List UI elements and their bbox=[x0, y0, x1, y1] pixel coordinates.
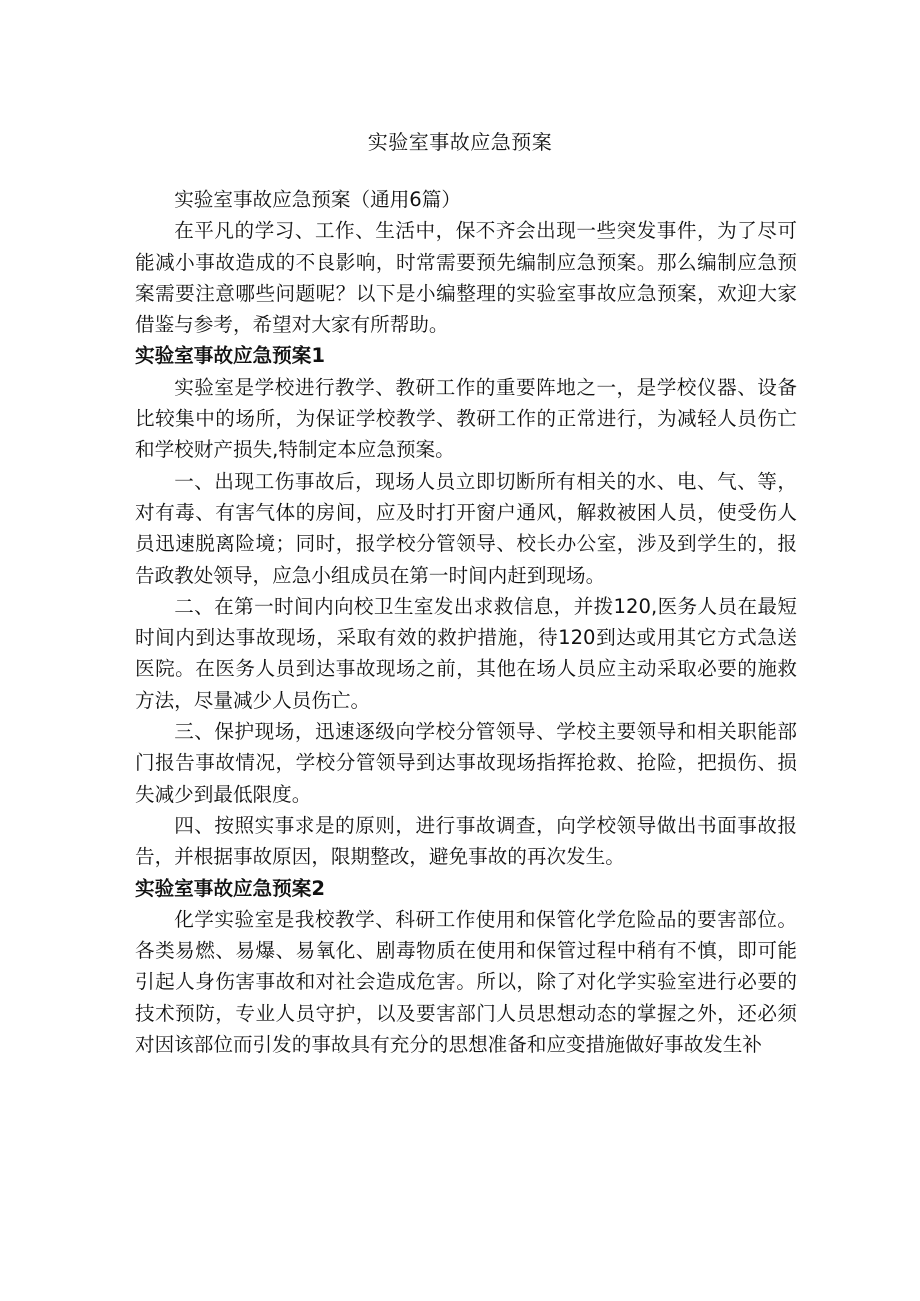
paragraph-intro: 在平凡的学习、工作、生活中，保不齐会出现一些突发事件，为了尽可能减小事故造成的不良影响，时常需要预先编制应急预案。那么编制应急预案需要注意哪些问题呢？以下是小编整理的实验室事故应急预案，欢迎大家借鉴与参考，希望对大家有所帮助。 bbox=[135, 219, 797, 337]
section-heading-2: 实验室事故应急预案2 bbox=[135, 876, 325, 900]
paragraph-1-intro: 实验室是学校进行教学、教研工作的重要阵地之一，是学校仪器、设备比较集中的场所，为保证学校教学、教研工作的正常进行，为减轻人员伤亡和学校财产损失,特制定本应急预案。 bbox=[135, 375, 797, 462]
document-body bbox=[135, 184, 797, 1060]
section-heading-1: 实验室事故应急预案1 bbox=[135, 344, 325, 368]
paragraph-subtitle: 实验室事故应急预案（通用6篇） bbox=[174, 188, 461, 211]
paragraph-1-item-3: 三、保护现场，迅速逐级向学校分管领导、学校主要领导和相关职能部门报告事故情况，学校分管领导到达事故现场指挥抢救、抢险，把损伤、损失减少到最低限度。 bbox=[135, 720, 797, 806]
document-title: 实验室事故应急预案 bbox=[367, 130, 553, 154]
paragraph-1-item-1: 一、出现工伤事故后，现场人员立即切断所有相关的水、电、气、等，对有毒、有害气体的房间，应及时打开窗户通风，解救被困人员，使受伤人员迅速脱离险境；同时，报学校分管领导、校长办公室，涉及到学生的，报告政教处领导，应急小组成员在第一时间内赶到现场。 bbox=[135, 469, 797, 587]
paragraph-1-item-4: 四、按照实事求是的原则，进行事故调查，向学校领导做出书面事故报告，并根据事故原因，限期整改，避免事故的再次发生。 bbox=[135, 813, 797, 869]
paragraph-2-intro: 化学实验室是我校教学、科研工作使用和保管化学危险品的要害部位。各类易燃、易爆、易氧化、剧毒物质在使用和保管过程中稍有不慎，即可能引起人身伤害事故和对社会造成危害。所以，除了对化学实验室进行必要的技术预防，专业人员守护，以及要害部门人员思想动态的掌握之外，还必须对因该部位而引发的事故具有充分的思想准备和应变措施做好事故发生补 bbox=[135, 907, 797, 1057]
paragraph-1-item-2: 二、在第一时间内向校卫生室发出求救信息，并拨120,医务人员在最短时间内到达事故现场，采取有效的救护措施，待120到达或用其它方式急送医院。在医务人员到达事故现场之前，其他在场人员应主动采取必要的施救方法，尽量减少人员伤亡。 bbox=[135, 594, 797, 712]
